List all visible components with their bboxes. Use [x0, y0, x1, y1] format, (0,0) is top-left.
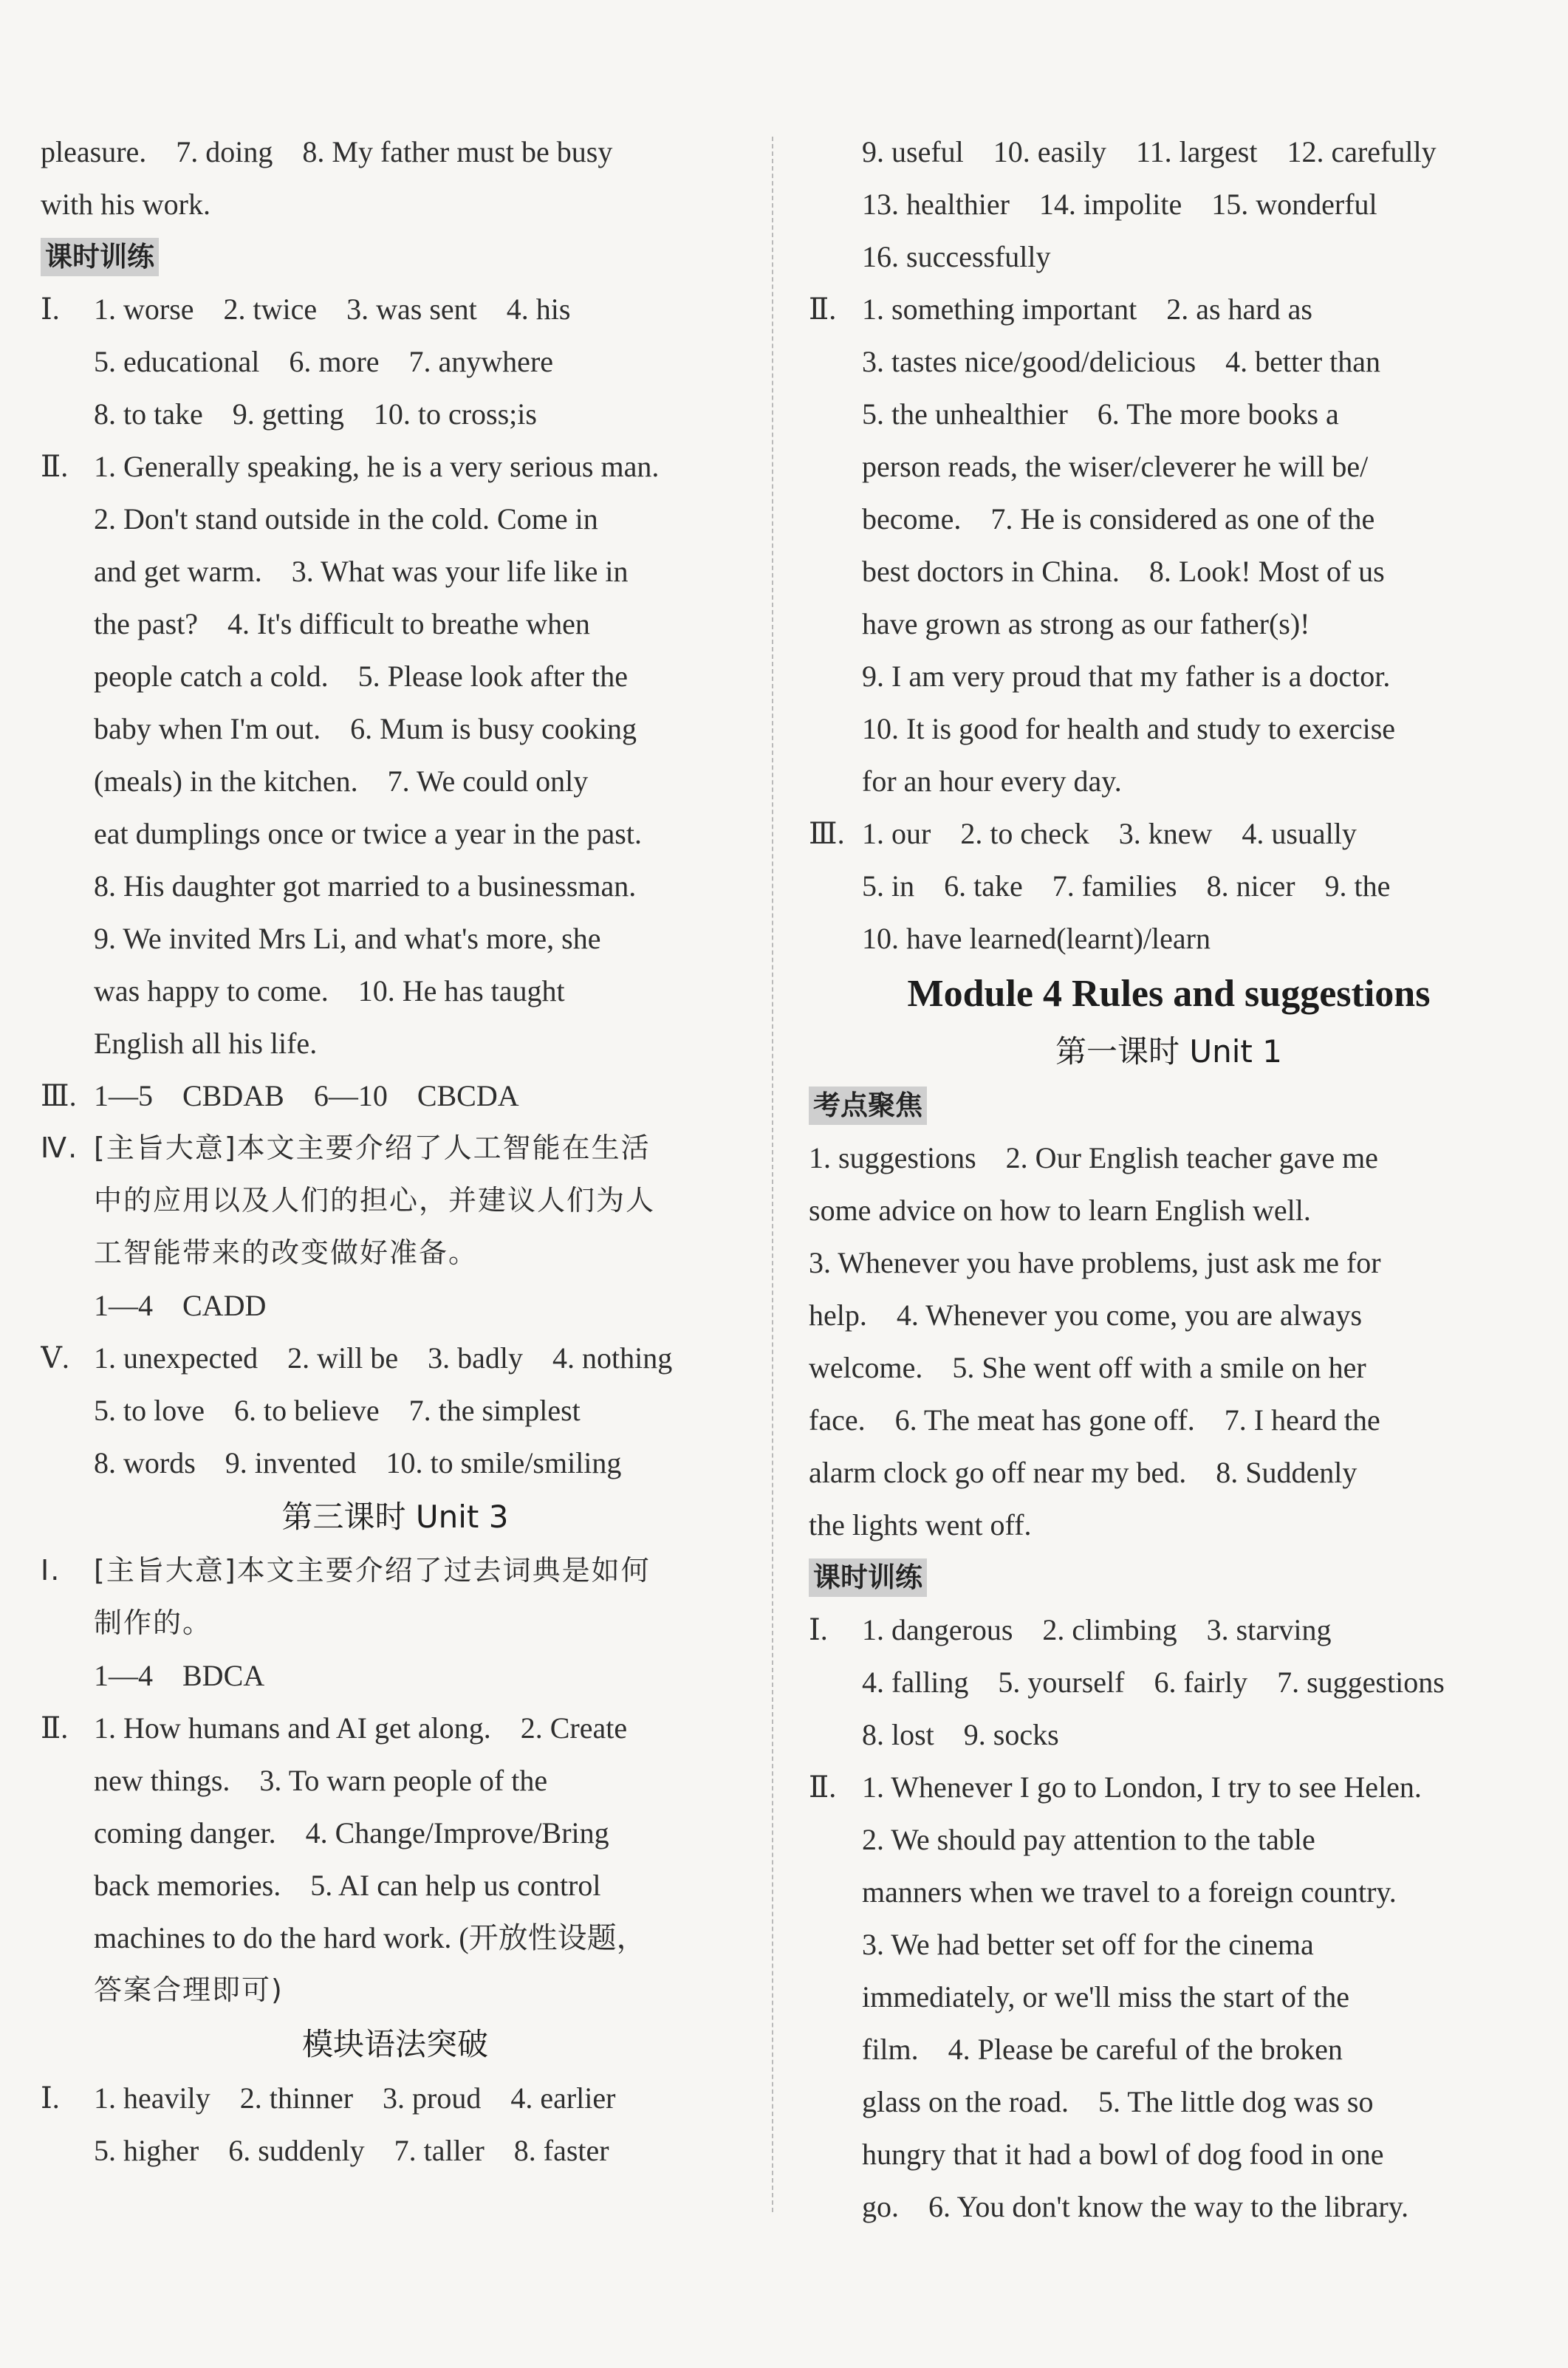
answer-text: with his work.: [41, 188, 210, 221]
answer-line: [809, 283, 1529, 335]
answer-text: 5. the unhealthier 6. The more books a: [862, 397, 1339, 431]
answer-line: [809, 388, 1529, 440]
answer-text: 1. unexpected 2. will be 3. badly 4. nothing: [94, 1341, 673, 1375]
answer-line: [809, 1866, 1529, 1918]
section-tag-label: 课时训练: [41, 238, 159, 276]
answer-line: [809, 1184, 1529, 1236]
answer-line: [41, 965, 750, 1017]
answer-line: [809, 335, 1529, 388]
answer-line: [41, 1227, 750, 1279]
answer-line: [41, 126, 750, 178]
answer-text: 工智能带来的改变做好准备。: [94, 1236, 479, 1269]
answer-text: 1. Generally speaking, he is a very serious man.: [94, 450, 660, 483]
answer-text: help. 4. Whenever you come, you are always: [809, 1298, 1363, 1332]
section-number: Ⅰ.: [809, 1613, 828, 1646]
section-tag: [41, 230, 750, 283]
answer-text: the past? 4. It's difficult to breathe when: [94, 607, 590, 640]
answer-text: 8. His daughter got married to a businessman.: [94, 869, 637, 903]
answer-text: immediately, or we'll miss the start of the: [862, 1980, 1350, 2013]
answer-text: 3. Whenever you have problems, just ask me for: [809, 1246, 1381, 1279]
answer-text: 5. to love 6. to believe 7. the simplest: [94, 1394, 581, 1427]
answer-text: 13. healthier 14. impolite 15. wonderful: [862, 188, 1377, 221]
answer-line: [41, 178, 750, 230]
answer-line: [809, 2076, 1529, 2128]
answer-line: [809, 1761, 1529, 1813]
answer-text: 8. to take 9. getting 10. to cross;is: [94, 397, 537, 431]
answer-text: manners when we travel to a foreign country.: [862, 1875, 1397, 1909]
answer-line: [41, 755, 750, 807]
answer-line: [41, 545, 750, 598]
answer-line: [809, 807, 1529, 860]
section-number: Ⅲ.: [809, 817, 845, 850]
section-number: Ⅱ.: [809, 292, 837, 326]
answer-text: 3. tastes nice/good/delicious 4. better than: [862, 345, 1381, 378]
answer-text: 1. suggestions 2. Our English teacher gave me: [809, 1141, 1378, 1174]
answer-line: [809, 1132, 1529, 1184]
answer-text: person reads, the wiser/cleverer he will be/: [862, 450, 1369, 483]
section-tag-label: 课时训练: [809, 1558, 927, 1597]
answer-text: alarm clock go off near my bed. 8. Suddenly: [809, 1456, 1358, 1489]
section-number: Ⅰ.: [41, 2081, 60, 2115]
answer-line: [809, 1394, 1529, 1446]
answer-text: for an hour every day.: [862, 764, 1122, 798]
answer-line: [41, 650, 750, 702]
answer-text: 1. dangerous 2. climbing 3. starving: [862, 1613, 1332, 1646]
module-title: Module 4 Rules and suggestions: [907, 973, 1431, 1015]
answer-line: [809, 1971, 1529, 2023]
answer-text: coming danger. 4. Change/Improve/Bring: [94, 1816, 609, 1849]
answer-text: baby when I'm out. 6. Mum is busy cooking: [94, 712, 637, 745]
answer-text: some advice on how to learn English well.: [809, 1194, 1311, 1227]
answer-line: [41, 912, 750, 965]
answer-text: hungry that it had a bowl of dog food in one: [862, 2138, 1384, 2171]
lesson-heading: 模块语法突破: [301, 2026, 488, 2062]
section-number: Ⅴ.: [41, 1341, 69, 1375]
answer-line: [41, 1912, 750, 1964]
answer-line: [809, 1446, 1529, 1499]
answer-text: 1. How humans and AI get along. 2. Create: [94, 1711, 628, 1745]
answer-line: [809, 1289, 1529, 1341]
answer-text: 5. educational 6. more 7. anywhere: [94, 345, 554, 378]
answer-line: [41, 1807, 750, 1859]
answer-line: [41, 1122, 750, 1174]
answer-line: [41, 283, 750, 335]
answer-line: [41, 1649, 750, 1702]
answer-text: 9. We invited Mrs Li, and what's more, she: [94, 922, 601, 955]
answer-text: welcome. 5. She went off with a smile on her: [809, 1351, 1366, 1384]
answer-text: 10. have learned(learnt)/learn: [862, 922, 1211, 955]
answer-text: [主旨大意]本文主要介绍了人工智能在生活: [94, 1132, 651, 1164]
answer-text: 9. useful 10. easily 11. largest 12. carefully: [862, 135, 1437, 168]
answer-line: [41, 1384, 750, 1437]
answer-line: [41, 807, 750, 860]
answer-text: 3. We had better set off for the cinema: [862, 1928, 1314, 1961]
lesson-heading: 第三课时 Unit 3: [281, 1499, 509, 1535]
answer-line: [41, 1597, 750, 1649]
answer-line: [809, 2023, 1529, 2076]
answer-line: [41, 440, 750, 493]
right-column: [809, 126, 1529, 2233]
section-tag-label: 考点聚焦: [809, 1087, 927, 1125]
answer-text: 5. higher 6. suddenly 7. taller 8. faster: [94, 2134, 609, 2167]
answer-text: 10. It is good for health and study to exercise: [862, 712, 1396, 745]
answer-line: [809, 1604, 1529, 1656]
answer-line: [41, 860, 750, 912]
answer-line: [41, 2124, 750, 2177]
answer-text: 2. Don't stand outside in the cold. Come in: [94, 502, 598, 535]
answer-text: 16. successfully: [862, 240, 1051, 273]
answer-line: [809, 1236, 1529, 1289]
section-number: Ⅰ.: [41, 1554, 61, 1587]
answer-line: [41, 1964, 750, 2016]
answer-line: [809, 126, 1529, 178]
answer-line: [41, 1437, 750, 1489]
answer-line: [809, 912, 1529, 965]
section-number: Ⅱ.: [809, 1770, 837, 1804]
answer-line: [809, 702, 1529, 755]
answer-line: [809, 2128, 1529, 2180]
answer-text: 4. falling 5. yourself 6. fairly 7. suggestions: [862, 1666, 1445, 1699]
section-number: Ⅲ.: [41, 1079, 77, 1112]
answer-text: 1—4 BDCA: [94, 1659, 265, 1692]
answer-line: [41, 1279, 750, 1332]
answer-line: [809, 650, 1529, 702]
answer-line: [41, 388, 750, 440]
answer-line: [41, 335, 750, 388]
answer-line: [809, 1708, 1529, 1761]
answer-line: [41, 493, 750, 545]
answer-text: 1. something important 2. as hard as: [862, 292, 1312, 326]
answer-text: back memories. 5. AI can help us control: [94, 1869, 601, 1902]
answer-text: glass on the road. 5. The little dog was so: [862, 2085, 1374, 2118]
answer-text: film. 4. Please be careful of the broken: [862, 2033, 1343, 2066]
answer-text: go. 6. You don't know the way to the library.: [862, 2190, 1409, 2223]
answer-text: 9. I am very proud that my father is a doctor.: [862, 660, 1391, 693]
answer-line: [41, 1174, 750, 1227]
answer-text: 5. in 6. take 7. families 8. nicer 9. the: [862, 869, 1391, 903]
answer-line: [41, 1017, 750, 1070]
answer-line: [41, 1070, 750, 1122]
answer-text: 8. words 9. invented 10. to smile/smiling: [94, 1446, 622, 1479]
answer-text: 1. our 2. to check 3. knew 4. usually: [862, 817, 1357, 850]
answer-text: 2. We should pay attention to the table: [862, 1823, 1315, 1856]
section-tag: [809, 1079, 1529, 1132]
answer-text: 1—5 CBDAB 6—10 CBCDA: [94, 1079, 519, 1112]
answer-text: and get warm. 3. What was your life like in: [94, 555, 629, 588]
answer-line: [809, 493, 1529, 545]
answer-line: [809, 755, 1529, 807]
answer-line: [809, 1499, 1529, 1551]
answer-text: have grown as strong as our father(s)!: [862, 607, 1310, 640]
answer-line: [809, 860, 1529, 912]
answer-line: [809, 2180, 1529, 2233]
answer-line: [41, 1754, 750, 1807]
column-divider: [772, 137, 773, 2212]
answer-line: [809, 545, 1529, 598]
answer-text: machines to do the hard work. (开放性设题，: [94, 1921, 646, 1954]
answer-line: [41, 1859, 750, 1912]
answer-text: the lights went off.: [809, 1508, 1032, 1541]
answer-line: [41, 1544, 750, 1597]
answer-text: 1. Whenever I go to London, I try to see Helen.: [862, 1770, 1422, 1804]
answer-line: [809, 598, 1529, 650]
answer-text: 答案合理即可): [94, 1974, 284, 2006]
answer-line: [809, 1918, 1529, 1971]
answer-text: face. 6. The meat has gone off. 7. I heard the: [809, 1403, 1380, 1437]
answer-line: [41, 1332, 750, 1384]
answer-text: people catch a cold. 5. Please look after the: [94, 660, 629, 693]
answer-text: (meals) in the kitchen. 7. We could only: [94, 764, 589, 798]
answer-line: [41, 2072, 750, 2124]
answer-line: [41, 598, 750, 650]
answer-line: [809, 178, 1529, 230]
section-number: Ⅱ.: [41, 450, 69, 483]
answer-line: [809, 440, 1529, 493]
section-tag: [809, 1551, 1529, 1604]
answer-line: [41, 702, 750, 755]
answer-text: English all his life.: [94, 1027, 318, 1060]
answer-text: eat dumplings once or twice a year in the past.: [94, 817, 642, 850]
section-number: Ⅱ.: [41, 1711, 69, 1745]
answer-text: 8. lost 9. socks: [862, 1718, 1059, 1751]
answer-text: 1—4 CADD: [94, 1289, 267, 1322]
lesson-heading: 第一课时 Unit 1: [1055, 1033, 1282, 1070]
answer-text: new things. 3. To warn people of the: [94, 1764, 548, 1797]
answer-line: [809, 1656, 1529, 1708]
answer-text: [主旨大意]本文主要介绍了过去词典是如何: [94, 1554, 651, 1587]
left-column: [41, 126, 750, 2177]
answer-text: 1. heavily 2. thinner 3. proud 4. earlier: [94, 2081, 616, 2115]
answer-text: 制作的。: [94, 1606, 213, 1639]
answer-line: [41, 1702, 750, 1754]
answer-text: best doctors in China. 8. Look! Most of us: [862, 555, 1385, 588]
answer-line: [809, 1813, 1529, 1866]
answer-text: was happy to come. 10. He has taught: [94, 974, 565, 1007]
answer-text: become. 7. He is considered as one of the: [862, 502, 1375, 535]
answer-line: [809, 1341, 1529, 1394]
section-number: Ⅰ.: [41, 292, 60, 326]
answer-text: 中的应用以及人们的担心，并建议人们为人: [94, 1184, 656, 1216]
answer-text: pleasure. 7. doing 8. My father must be busy: [41, 135, 613, 168]
answer-text: 1. worse 2. twice 3. was sent 4. his: [94, 292, 571, 326]
section-number: Ⅳ.: [41, 1132, 79, 1164]
answer-line: [809, 230, 1529, 283]
